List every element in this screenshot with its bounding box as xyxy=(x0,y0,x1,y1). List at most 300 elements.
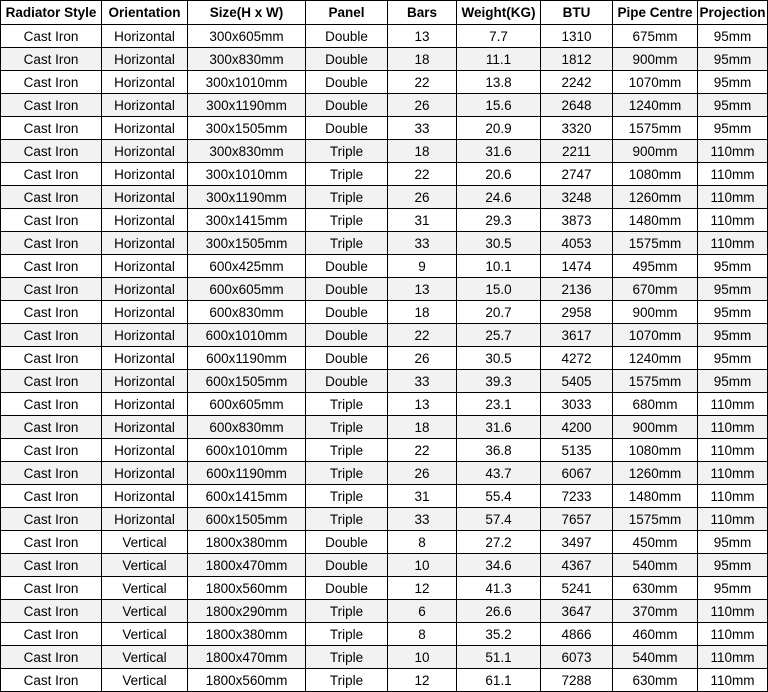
cell-panel: Double xyxy=(306,370,388,393)
cell-weight: 34.6 xyxy=(457,554,541,577)
cell-btu: 1474 xyxy=(541,255,613,278)
cell-radiator-style: Cast Iron xyxy=(1,209,102,232)
cell-bars: 22 xyxy=(388,71,457,94)
cell-weight: 11.1 xyxy=(457,48,541,71)
cell-orientation: Horizontal xyxy=(102,370,188,393)
cell-projection: 110mm xyxy=(698,163,768,186)
cell-btu: 5241 xyxy=(541,577,613,600)
table-row xyxy=(1,508,768,531)
cell-bars: 33 xyxy=(388,117,457,140)
cell-btu: 2211 xyxy=(541,140,613,163)
cell-radiator-style: Cast Iron xyxy=(1,48,102,71)
cell-pipe-centre: 540mm xyxy=(613,646,698,669)
header-row xyxy=(1,1,768,25)
cell-weight: 29.3 xyxy=(457,209,541,232)
cell-orientation: Vertical xyxy=(102,623,188,646)
cell-size: 600x830mm xyxy=(188,416,306,439)
cell-orientation: Vertical xyxy=(102,646,188,669)
column-header-panel: Panel xyxy=(306,1,388,25)
cell-panel: Triple xyxy=(306,209,388,232)
cell-projection: 95mm xyxy=(698,94,768,117)
cell-btu: 2958 xyxy=(541,301,613,324)
cell-radiator-style: Cast Iron xyxy=(1,278,102,301)
cell-orientation: Horizontal xyxy=(102,71,188,94)
column-header-pipe-centre: Pipe Centre xyxy=(613,1,698,25)
cell-weight: 25.7 xyxy=(457,324,541,347)
cell-panel: Triple xyxy=(306,508,388,531)
column-header-btu: BTU xyxy=(541,1,613,25)
cell-weight: 43.7 xyxy=(457,462,541,485)
cell-panel: Triple xyxy=(306,439,388,462)
table-header xyxy=(1,1,768,25)
cell-pipe-centre: 540mm xyxy=(613,554,698,577)
cell-pipe-centre: 1240mm xyxy=(613,347,698,370)
cell-radiator-style: Cast Iron xyxy=(1,554,102,577)
cell-weight: 20.9 xyxy=(457,117,541,140)
table-row xyxy=(1,48,768,71)
cell-pipe-centre: 900mm xyxy=(613,140,698,163)
cell-orientation: Horizontal xyxy=(102,117,188,140)
cell-radiator-style: Cast Iron xyxy=(1,117,102,140)
cell-bars: 10 xyxy=(388,646,457,669)
cell-size: 1800x380mm xyxy=(188,531,306,554)
cell-orientation: Horizontal xyxy=(102,393,188,416)
cell-panel: Double xyxy=(306,301,388,324)
cell-weight: 39.3 xyxy=(457,370,541,393)
cell-btu: 3320 xyxy=(541,117,613,140)
cell-orientation: Horizontal xyxy=(102,324,188,347)
cell-pipe-centre: 1575mm xyxy=(613,370,698,393)
cell-panel: Triple xyxy=(306,485,388,508)
cell-panel: Triple xyxy=(306,232,388,255)
cell-projection: 95mm xyxy=(698,324,768,347)
cell-weight: 20.7 xyxy=(457,301,541,324)
cell-bars: 22 xyxy=(388,324,457,347)
cell-orientation: Vertical xyxy=(102,669,188,692)
cell-orientation: Vertical xyxy=(102,577,188,600)
cell-orientation: Horizontal xyxy=(102,485,188,508)
cell-bars: 33 xyxy=(388,232,457,255)
cell-size: 600x1415mm xyxy=(188,485,306,508)
cell-bars: 26 xyxy=(388,186,457,209)
cell-btu: 4272 xyxy=(541,347,613,370)
cell-size: 300x1190mm xyxy=(188,186,306,209)
cell-radiator-style: Cast Iron xyxy=(1,301,102,324)
cell-panel: Triple xyxy=(306,600,388,623)
cell-projection: 95mm xyxy=(698,117,768,140)
cell-bars: 26 xyxy=(388,94,457,117)
cell-weight: 51.1 xyxy=(457,646,541,669)
cell-panel: Triple xyxy=(306,186,388,209)
cell-size: 600x1505mm xyxy=(188,370,306,393)
cell-panel: Triple xyxy=(306,416,388,439)
table-row xyxy=(1,531,768,554)
cell-orientation: Horizontal xyxy=(102,462,188,485)
cell-panel: Triple xyxy=(306,623,388,646)
cell-radiator-style: Cast Iron xyxy=(1,416,102,439)
cell-size: 300x1415mm xyxy=(188,209,306,232)
cell-bars: 18 xyxy=(388,416,457,439)
cell-projection: 95mm xyxy=(698,278,768,301)
table-row xyxy=(1,324,768,347)
cell-bars: 33 xyxy=(388,508,457,531)
cell-panel: Double xyxy=(306,531,388,554)
table-row xyxy=(1,370,768,393)
cell-radiator-style: Cast Iron xyxy=(1,623,102,646)
cell-bars: 31 xyxy=(388,485,457,508)
table-row xyxy=(1,669,768,692)
cell-pipe-centre: 370mm xyxy=(613,600,698,623)
cell-size: 1800x470mm xyxy=(188,554,306,577)
column-header-radiator-style: Radiator Style xyxy=(1,1,102,25)
table-row xyxy=(1,554,768,577)
cell-projection: 95mm xyxy=(698,48,768,71)
cell-size: 300x1010mm xyxy=(188,71,306,94)
table-row xyxy=(1,140,768,163)
cell-size: 600x425mm xyxy=(188,255,306,278)
cell-projection: 110mm xyxy=(698,232,768,255)
cell-projection: 110mm xyxy=(698,209,768,232)
table-row xyxy=(1,623,768,646)
cell-orientation: Horizontal xyxy=(102,255,188,278)
cell-bars: 18 xyxy=(388,301,457,324)
cell-projection: 95mm xyxy=(698,71,768,94)
cell-size: 300x830mm xyxy=(188,140,306,163)
cell-size: 600x1190mm xyxy=(188,347,306,370)
cell-size: 300x1505mm xyxy=(188,117,306,140)
table-row xyxy=(1,301,768,324)
cell-radiator-style: Cast Iron xyxy=(1,508,102,531)
cell-orientation: Horizontal xyxy=(102,94,188,117)
cell-orientation: Horizontal xyxy=(102,347,188,370)
cell-projection: 110mm xyxy=(698,623,768,646)
cell-orientation: Horizontal xyxy=(102,439,188,462)
cell-btu: 7288 xyxy=(541,669,613,692)
cell-pipe-centre: 1575mm xyxy=(613,508,698,531)
cell-bars: 8 xyxy=(388,623,457,646)
cell-size: 1800x290mm xyxy=(188,600,306,623)
cell-panel: Double xyxy=(306,71,388,94)
cell-panel: Double xyxy=(306,347,388,370)
cell-orientation: Horizontal xyxy=(102,416,188,439)
cell-btu: 3033 xyxy=(541,393,613,416)
cell-pipe-centre: 900mm xyxy=(613,416,698,439)
cell-radiator-style: Cast Iron xyxy=(1,600,102,623)
cell-btu: 3617 xyxy=(541,324,613,347)
cell-size: 1800x560mm xyxy=(188,669,306,692)
cell-panel: Double xyxy=(306,25,388,48)
table-row xyxy=(1,393,768,416)
cell-pipe-centre: 630mm xyxy=(613,577,698,600)
cell-projection: 110mm xyxy=(698,600,768,623)
cell-projection: 110mm xyxy=(698,416,768,439)
cell-panel: Double xyxy=(306,554,388,577)
cell-weight: 27.2 xyxy=(457,531,541,554)
cell-radiator-style: Cast Iron xyxy=(1,186,102,209)
cell-projection: 110mm xyxy=(698,669,768,692)
cell-panel: Triple xyxy=(306,462,388,485)
cell-radiator-style: Cast Iron xyxy=(1,439,102,462)
cell-radiator-style: Cast Iron xyxy=(1,25,102,48)
cell-pipe-centre: 1080mm xyxy=(613,163,698,186)
table-row xyxy=(1,416,768,439)
cell-radiator-style: Cast Iron xyxy=(1,485,102,508)
cell-bars: 18 xyxy=(388,140,457,163)
cell-btu: 4053 xyxy=(541,232,613,255)
cell-btu: 1310 xyxy=(541,25,613,48)
cell-bars: 26 xyxy=(388,462,457,485)
cell-weight: 31.6 xyxy=(457,140,541,163)
cell-pipe-centre: 1260mm xyxy=(613,186,698,209)
table-row xyxy=(1,439,768,462)
cell-panel: Double xyxy=(306,278,388,301)
cell-size: 1800x470mm xyxy=(188,646,306,669)
cell-weight: 24.6 xyxy=(457,186,541,209)
cell-orientation: Vertical xyxy=(102,554,188,577)
cell-projection: 95mm xyxy=(698,347,768,370)
cell-weight: 36.8 xyxy=(457,439,541,462)
cell-projection: 95mm xyxy=(698,554,768,577)
cell-weight: 30.5 xyxy=(457,232,541,255)
cell-radiator-style: Cast Iron xyxy=(1,462,102,485)
cell-size: 300x1505mm xyxy=(188,232,306,255)
cell-btu: 5135 xyxy=(541,439,613,462)
cell-panel: Double xyxy=(306,255,388,278)
cell-orientation: Horizontal xyxy=(102,25,188,48)
table-row xyxy=(1,94,768,117)
cell-pipe-centre: 1575mm xyxy=(613,232,698,255)
cell-panel: Double xyxy=(306,48,388,71)
cell-pipe-centre: 675mm xyxy=(613,25,698,48)
cell-pipe-centre: 1575mm xyxy=(613,117,698,140)
cell-weight: 31.6 xyxy=(457,416,541,439)
cell-panel: Triple xyxy=(306,646,388,669)
cell-pipe-centre: 900mm xyxy=(613,301,698,324)
cell-weight: 23.1 xyxy=(457,393,541,416)
table-row xyxy=(1,347,768,370)
cell-projection: 110mm xyxy=(698,439,768,462)
cell-projection: 110mm xyxy=(698,508,768,531)
table-row xyxy=(1,255,768,278)
cell-bars: 13 xyxy=(388,25,457,48)
cell-projection: 95mm xyxy=(698,370,768,393)
cell-panel: Triple xyxy=(306,140,388,163)
table-row xyxy=(1,232,768,255)
cell-weight: 55.4 xyxy=(457,485,541,508)
cell-bars: 9 xyxy=(388,255,457,278)
cell-pipe-centre: 680mm xyxy=(613,393,698,416)
cell-panel: Triple xyxy=(306,669,388,692)
cell-pipe-centre: 450mm xyxy=(613,531,698,554)
cell-bars: 22 xyxy=(388,163,457,186)
cell-size: 1800x560mm xyxy=(188,577,306,600)
cell-radiator-style: Cast Iron xyxy=(1,71,102,94)
cell-size: 600x605mm xyxy=(188,393,306,416)
cell-projection: 110mm xyxy=(698,646,768,669)
cell-btu: 3873 xyxy=(541,209,613,232)
cell-weight: 15.0 xyxy=(457,278,541,301)
cell-size: 600x830mm xyxy=(188,301,306,324)
cell-projection: 110mm xyxy=(698,393,768,416)
cell-pipe-centre: 1240mm xyxy=(613,94,698,117)
cell-projection: 110mm xyxy=(698,186,768,209)
cell-orientation: Horizontal xyxy=(102,508,188,531)
cell-pipe-centre: 670mm xyxy=(613,278,698,301)
cell-bars: 26 xyxy=(388,347,457,370)
table-row xyxy=(1,209,768,232)
cell-btu: 6073 xyxy=(541,646,613,669)
cell-panel: Double xyxy=(306,94,388,117)
cell-size: 1800x380mm xyxy=(188,623,306,646)
cell-size: 300x1190mm xyxy=(188,94,306,117)
cell-btu: 2648 xyxy=(541,94,613,117)
cell-bars: 31 xyxy=(388,209,457,232)
cell-orientation: Horizontal xyxy=(102,278,188,301)
cell-size: 300x1010mm xyxy=(188,163,306,186)
cell-pipe-centre: 630mm xyxy=(613,669,698,692)
cell-orientation: Horizontal xyxy=(102,301,188,324)
cell-size: 300x830mm xyxy=(188,48,306,71)
table-body xyxy=(1,25,768,692)
cell-radiator-style: Cast Iron xyxy=(1,163,102,186)
cell-weight: 15.6 xyxy=(457,94,541,117)
cell-btu: 3248 xyxy=(541,186,613,209)
cell-orientation: Horizontal xyxy=(102,186,188,209)
cell-projection: 95mm xyxy=(698,577,768,600)
cell-orientation: Horizontal xyxy=(102,209,188,232)
column-header-projection: Projection xyxy=(698,1,768,25)
cell-pipe-centre: 495mm xyxy=(613,255,698,278)
cell-orientation: Horizontal xyxy=(102,48,188,71)
cell-bars: 13 xyxy=(388,278,457,301)
cell-size: 600x1010mm xyxy=(188,439,306,462)
cell-bars: 12 xyxy=(388,669,457,692)
cell-radiator-style: Cast Iron xyxy=(1,140,102,163)
cell-panel: Triple xyxy=(306,163,388,186)
column-header-weight: Weight(KG) xyxy=(457,1,541,25)
cell-radiator-style: Cast Iron xyxy=(1,94,102,117)
column-header-orientation: Orientation xyxy=(102,1,188,25)
cell-btu: 7657 xyxy=(541,508,613,531)
cell-bars: 22 xyxy=(388,439,457,462)
cell-size: 300x605mm xyxy=(188,25,306,48)
cell-panel: Double xyxy=(306,577,388,600)
cell-pipe-centre: 1070mm xyxy=(613,71,698,94)
cell-weight: 61.1 xyxy=(457,669,541,692)
cell-btu: 2242 xyxy=(541,71,613,94)
table-row xyxy=(1,117,768,140)
table-row xyxy=(1,186,768,209)
cell-orientation: Horizontal xyxy=(102,140,188,163)
column-header-size: Size(H x W) xyxy=(188,1,306,25)
cell-projection: 110mm xyxy=(698,140,768,163)
cell-projection: 95mm xyxy=(698,301,768,324)
cell-projection: 95mm xyxy=(698,25,768,48)
cell-pipe-centre: 460mm xyxy=(613,623,698,646)
cell-panel: Double xyxy=(306,324,388,347)
cell-bars: 13 xyxy=(388,393,457,416)
cell-bars: 6 xyxy=(388,600,457,623)
cell-orientation: Horizontal xyxy=(102,232,188,255)
cell-radiator-style: Cast Iron xyxy=(1,232,102,255)
cell-radiator-style: Cast Iron xyxy=(1,577,102,600)
cell-orientation: Vertical xyxy=(102,600,188,623)
cell-btu: 4367 xyxy=(541,554,613,577)
cell-weight: 57.4 xyxy=(457,508,541,531)
cell-size: 600x1190mm xyxy=(188,462,306,485)
cell-radiator-style: Cast Iron xyxy=(1,255,102,278)
cell-projection: 95mm xyxy=(698,255,768,278)
cell-projection: 95mm xyxy=(698,531,768,554)
cell-size: 600x1505mm xyxy=(188,508,306,531)
table-row xyxy=(1,25,768,48)
cell-bars: 18 xyxy=(388,48,457,71)
cell-pipe-centre: 1070mm xyxy=(613,324,698,347)
cell-pipe-centre: 1260mm xyxy=(613,462,698,485)
table-row xyxy=(1,646,768,669)
cell-btu: 2747 xyxy=(541,163,613,186)
column-header-bars: Bars xyxy=(388,1,457,25)
cell-radiator-style: Cast Iron xyxy=(1,347,102,370)
cell-bars: 33 xyxy=(388,370,457,393)
cell-btu: 7233 xyxy=(541,485,613,508)
cell-radiator-style: Cast Iron xyxy=(1,393,102,416)
cell-btu: 4200 xyxy=(541,416,613,439)
cell-btu: 4866 xyxy=(541,623,613,646)
table-row xyxy=(1,600,768,623)
table-row xyxy=(1,71,768,94)
cell-weight: 41.3 xyxy=(457,577,541,600)
cell-size: 600x605mm xyxy=(188,278,306,301)
cell-radiator-style: Cast Iron xyxy=(1,370,102,393)
table-row xyxy=(1,163,768,186)
cell-weight: 35.2 xyxy=(457,623,541,646)
cell-bars: 8 xyxy=(388,531,457,554)
cell-weight: 30.5 xyxy=(457,347,541,370)
cell-weight: 7.7 xyxy=(457,25,541,48)
table-row xyxy=(1,462,768,485)
cell-weight: 20.6 xyxy=(457,163,541,186)
table-row xyxy=(1,278,768,301)
cell-pipe-centre: 900mm xyxy=(613,48,698,71)
cell-btu: 2136 xyxy=(541,278,613,301)
cell-orientation: Horizontal xyxy=(102,163,188,186)
cell-projection: 110mm xyxy=(698,462,768,485)
cell-btu: 3647 xyxy=(541,600,613,623)
cell-pipe-centre: 1080mm xyxy=(613,439,698,462)
cell-radiator-style: Cast Iron xyxy=(1,646,102,669)
cell-radiator-style: Cast Iron xyxy=(1,324,102,347)
cell-btu: 3497 xyxy=(541,531,613,554)
cell-btu: 5405 xyxy=(541,370,613,393)
table-row xyxy=(1,577,768,600)
cell-bars: 10 xyxy=(388,554,457,577)
cell-size: 600x1010mm xyxy=(188,324,306,347)
cell-radiator-style: Cast Iron xyxy=(1,669,102,692)
cell-orientation: Vertical xyxy=(102,531,188,554)
cell-projection: 110mm xyxy=(698,485,768,508)
cell-bars: 12 xyxy=(388,577,457,600)
cell-weight: 13.8 xyxy=(457,71,541,94)
cell-panel: Triple xyxy=(306,393,388,416)
cell-radiator-style: Cast Iron xyxy=(1,531,102,554)
cell-pipe-centre: 1480mm xyxy=(613,209,698,232)
table-row xyxy=(1,485,768,508)
cell-btu: 1812 xyxy=(541,48,613,71)
cell-pipe-centre: 1480mm xyxy=(613,485,698,508)
cell-weight: 10.1 xyxy=(457,255,541,278)
cell-panel: Double xyxy=(306,117,388,140)
